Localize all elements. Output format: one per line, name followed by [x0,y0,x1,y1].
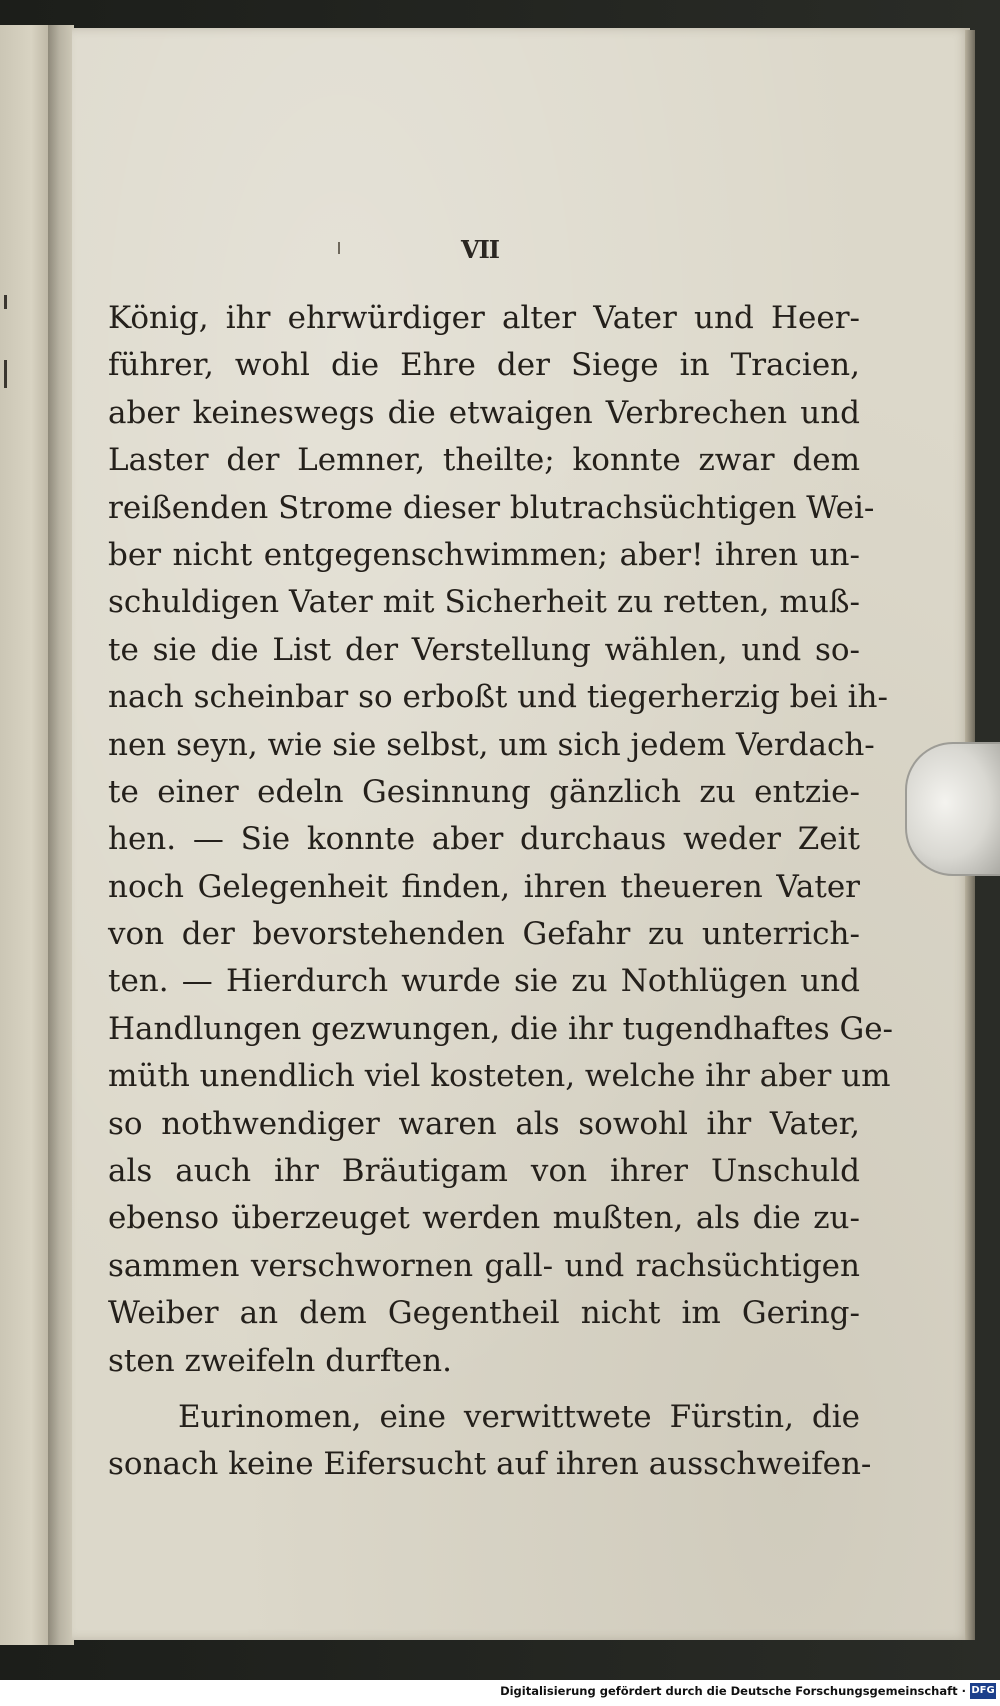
text-line: Weiber an dem Gegentheil nicht im Gering- [108,1295,860,1332]
text-line: te einer edeln Gesinnung gänzlich zu entzie- [108,773,860,810]
book-gutter [48,25,74,1645]
text-line: nen seyn, wie sie selbst, um sich jedem Verdach- [108,726,875,763]
text-line: führer, wohl die Ehre der Siege in Tracien, [108,347,860,384]
text-line: ebenso überzeuget werden mußten, als die zu- [108,1200,860,1237]
text-line: nach scheinbar so erboßt und tiegerherzig bei ih- [108,679,888,716]
printer-mark [338,242,340,254]
text-line: aber keineswegs die etwaigen Verbrechen und [108,394,860,431]
text-line: müth unendlich viel kosteten, welche ihr aber um [108,1058,891,1095]
page-number: VII [460,235,500,264]
text-line: so nothwendiger waren als sowohl ihr Vater, [108,1105,860,1142]
text-line: Laster der Lemner, theilte; konnte zwar dem [108,442,860,479]
left-page-mark [4,360,7,388]
text-line: sonach keine Eifersucht auf ihren ausschweifen- [108,1446,872,1483]
text-line: ten. — Hierdurch wurde sie zu Nothlügen und [108,963,860,1000]
text-line: König, ihr ehrwürdiger alter Vater und Heer- [108,300,860,336]
digitization-credit: Digitalisierung gefördert durch die Deutsche Forschungsgemeinschaft · [500,1684,966,1698]
text-line: sammen verschwornen gall- und rachsüchtigen [108,1247,860,1284]
text-line: Eurinomen, eine verwittwete Fürstin, die [178,1398,860,1435]
page-clip [905,742,1000,876]
text-line: von der bevorstehenden Gefahr zu unterrich- [108,916,860,953]
dfg-logo: DFG [970,1683,996,1699]
text-line: als auch ihr Bräutigam von ihrer Unschuld [108,1153,860,1190]
left-page-mark [4,295,7,309]
left-page-edge [0,25,52,1645]
body-text [108,295,894,1489]
paragraph-gap [108,1385,860,1394]
text-line: noch Gelegenheit finden, ihren theueren Vater [108,868,860,905]
text-line: sten zweifeln durften. [108,1342,452,1379]
text-line: reißenden Strome dieser blutrachsüchtigen Wei- [108,489,875,526]
text-line: Handlungen gezwungen, die ihr tugendhaftes Ge- [108,1010,894,1047]
text-line: schuldigen Vater mit Sicherheit zu retten, muß- [108,584,860,621]
text-line: te sie die List der Verstellung wählen, und so- [108,631,860,668]
text-line: ber nicht entgegenschwimmen; aber! ihren un- [108,536,860,573]
text-line: hen. — Sie konnte aber durchaus weder Zeit [108,821,860,858]
